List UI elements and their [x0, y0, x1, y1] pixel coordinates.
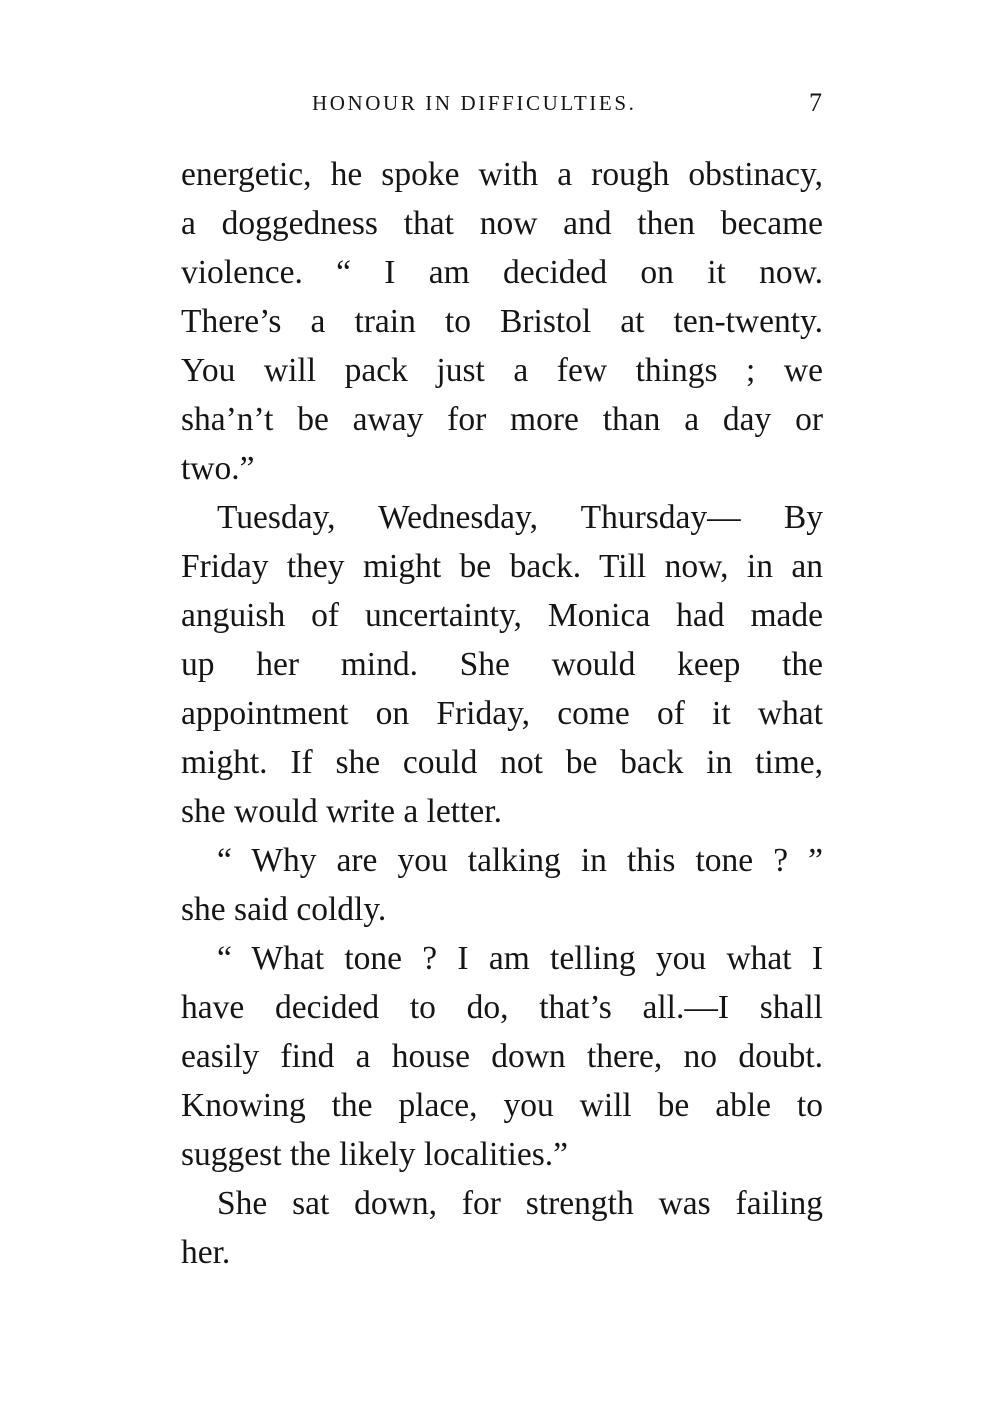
text-line: You will pack just a few things ; we: [181, 352, 823, 389]
text-line: anguish of uncertainty, Monica had made: [181, 597, 823, 634]
body-text: [181, 150, 823, 1277]
text-line: There’s a train to Bristol at ten-twenty.: [181, 303, 823, 340]
text-line: Knowing the place, you will be able to: [181, 1087, 823, 1124]
text-line: Tuesday, Wednesday, Thursday— By: [217, 499, 823, 536]
text-line: energetic, he spoke with a rough obstinacy,: [181, 156, 823, 193]
text-line: “ What tone ? I am telling you what I: [217, 940, 823, 977]
text-line: her.: [181, 1234, 231, 1271]
text-line: She sat down, for strength was failing: [217, 1185, 823, 1222]
paragraph-2: [181, 493, 823, 836]
paragraph-5: [181, 1179, 823, 1277]
paragraph-3: [181, 836, 823, 934]
text-line: sha’n’t be away for more than a day or: [181, 401, 823, 438]
text-line: “ Why are you talking in this tone ? ”: [217, 842, 823, 879]
text-line: she would write a letter.: [181, 793, 502, 830]
running-head: [312, 86, 822, 120]
text-line: up her mind. She would keep the: [181, 646, 823, 683]
text-line: might. If she could not be back in time,: [181, 744, 823, 781]
paragraph-1: [181, 150, 823, 493]
text-line: suggest the likely localities.”: [181, 1136, 569, 1173]
text-line: have decided to do, that’s all.—I shall: [181, 989, 823, 1026]
text-line: easily find a house down there, no doubt.: [181, 1038, 823, 1075]
text-line: violence. “ I am decided on it now.: [181, 254, 823, 291]
text-line: appointment on Friday, come of it what: [181, 695, 823, 732]
text-line: Friday they might be back. Till now, in an: [181, 548, 823, 585]
text-line: she said coldly.: [181, 891, 387, 928]
text-line: two.”: [181, 450, 255, 487]
page-number: 7: [809, 88, 822, 117]
paragraph-4: [181, 934, 823, 1179]
text-line: a doggedness that now and then became: [181, 205, 823, 242]
running-title: HONOUR IN DIFFICULTIES.: [312, 91, 637, 115]
